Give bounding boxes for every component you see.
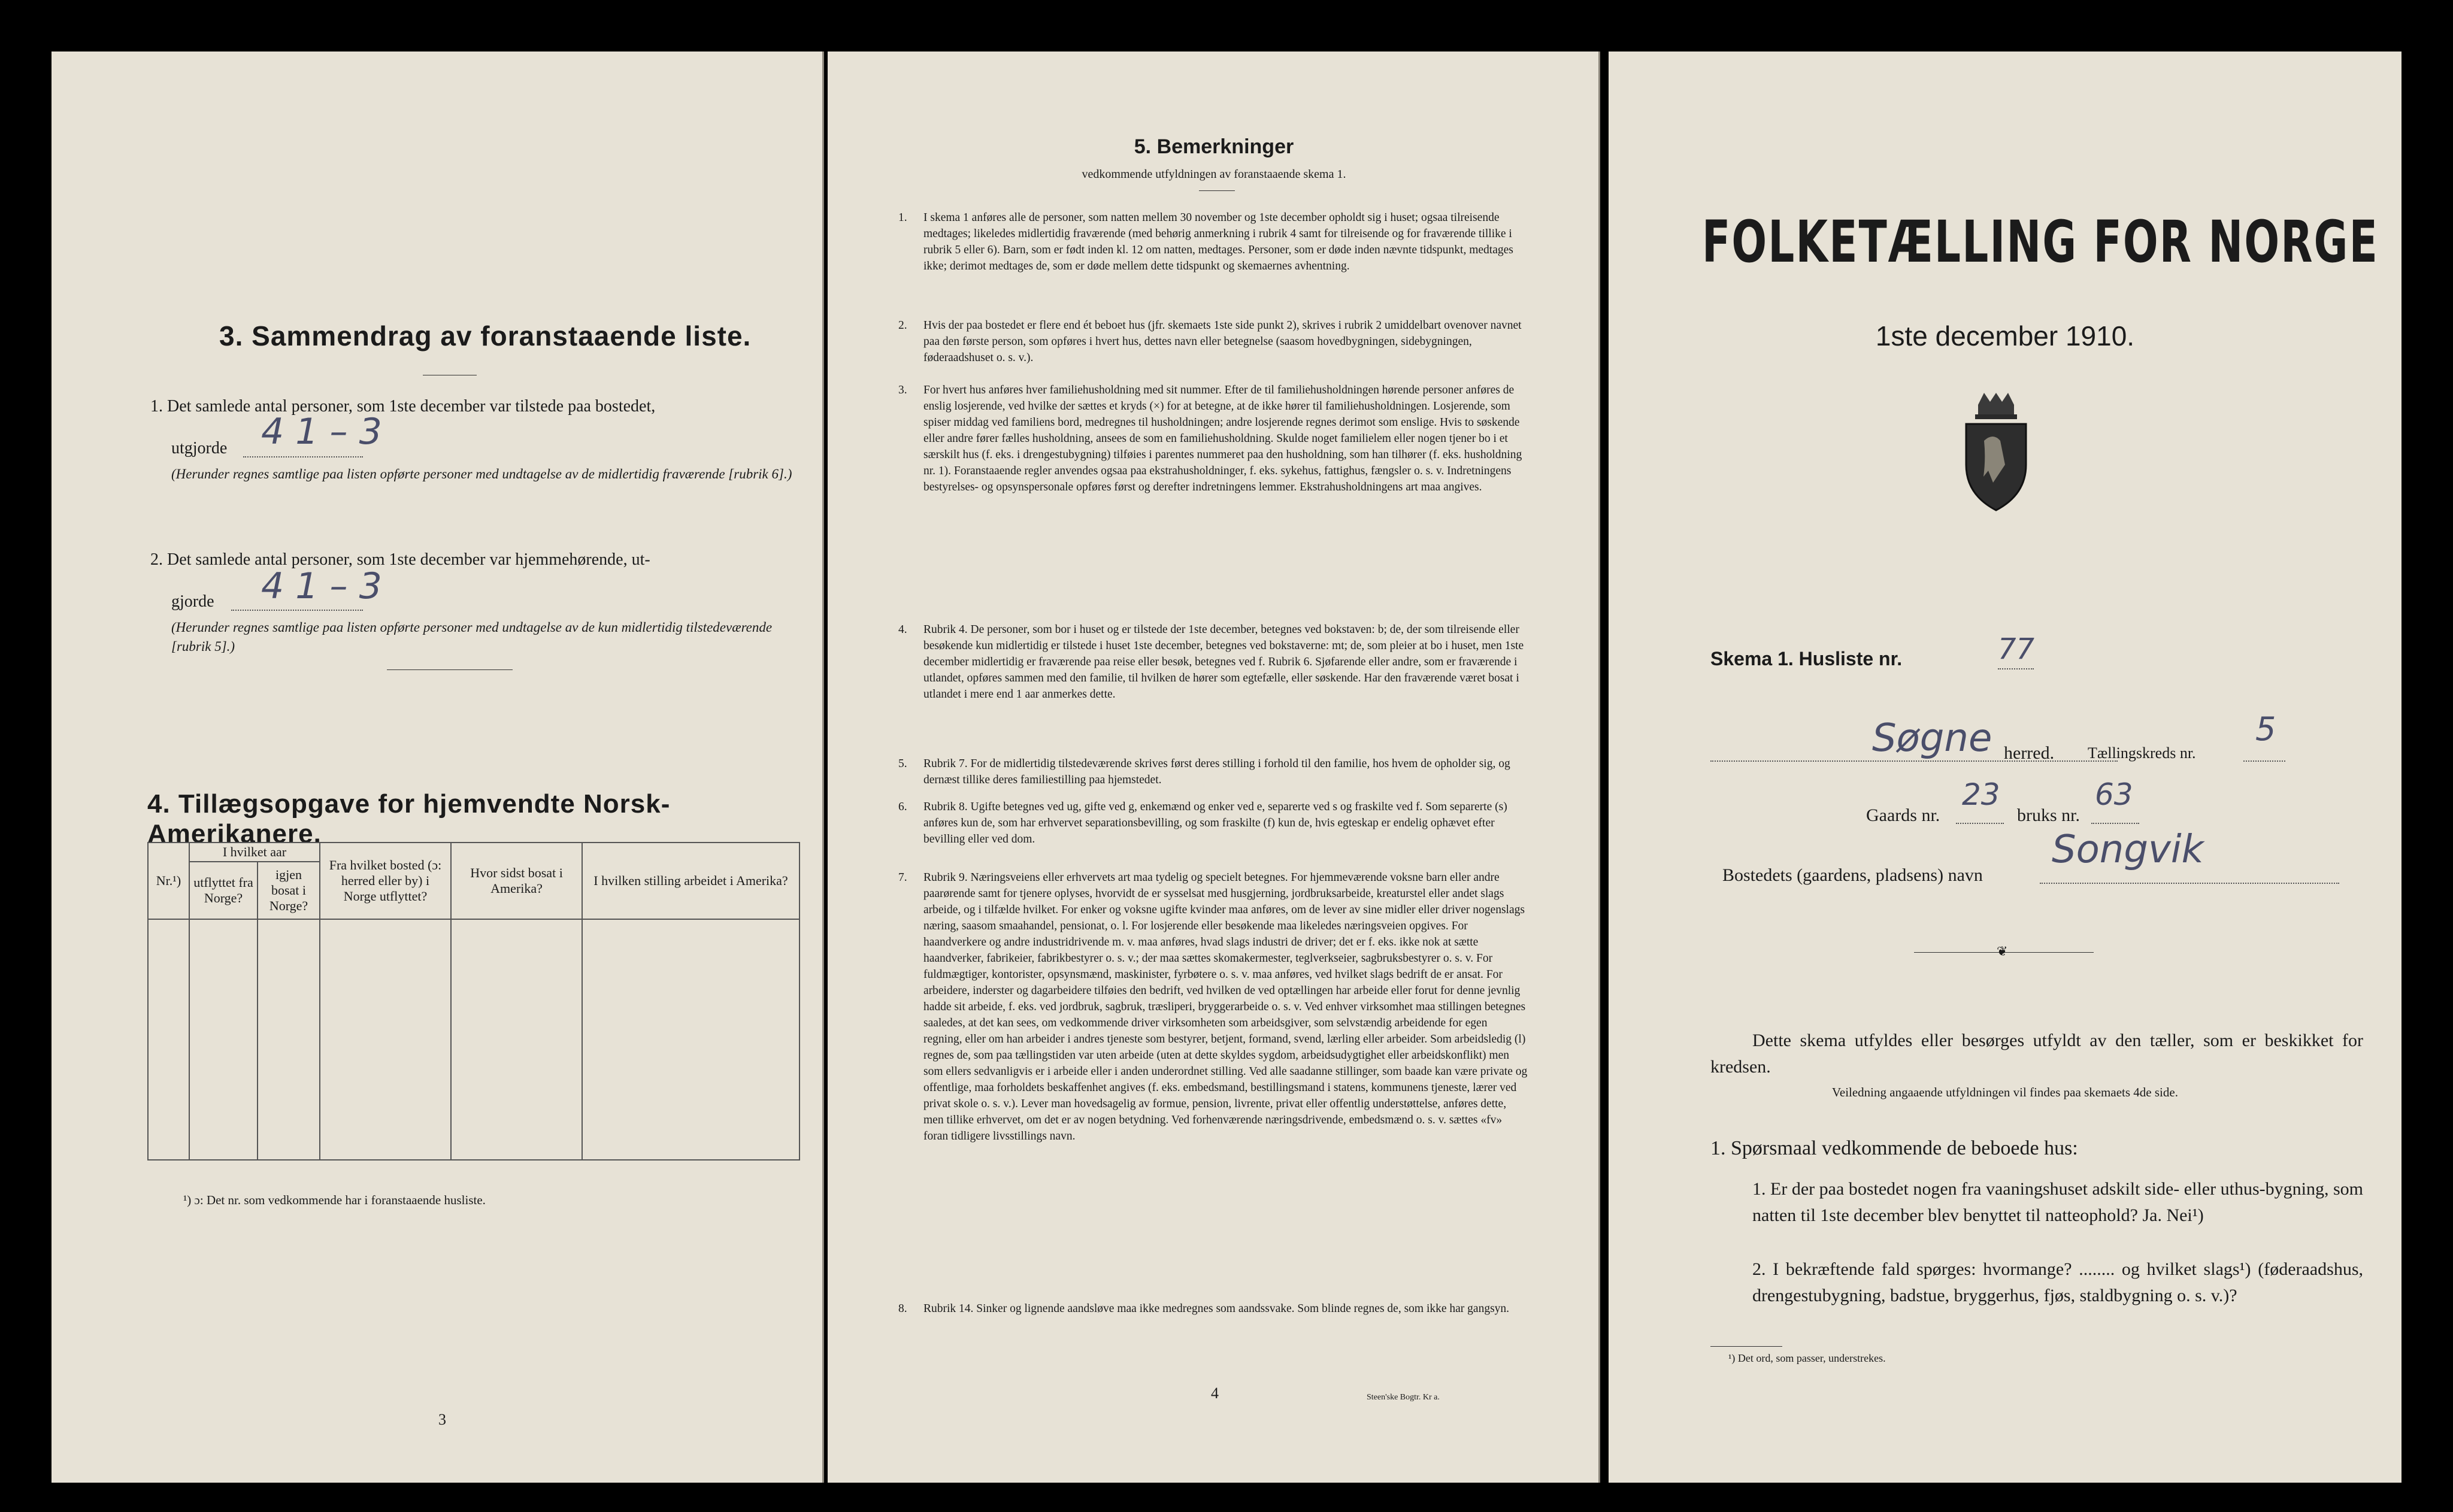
kreds-line [2243, 760, 2285, 762]
census-date: 1ste december 1910. [1875, 320, 2135, 352]
item2-handwritten-value: 4 1 – 3 [261, 565, 382, 607]
question-1: 1. Er der paa bostedet nogen fra vaaningshuset adskilt side- eller uthus-bygning, som natten til 1ste december blev benyttet til natteophold? Ja. Nei¹) [1752, 1179, 2363, 1225]
question-2: 2. I bekræftende fald spørges: hvormange? ........ og hvilket slags¹) (føderaadshus, drengestubygning, badstue, bryggerhus, fjøs, staldbygning o. s. v.)? [1752, 1259, 2363, 1305]
section4-title: 4. Tillægsopgave for hjemvendte Norsk-Amerikanere. [147, 789, 671, 849]
bosted-value: Songvik [2052, 828, 2204, 872]
col-igjen-bosat: igjen bosat i Norge? [258, 862, 320, 919]
page-number: 4 [1211, 1384, 1219, 1402]
husliste-number: 77 [1998, 632, 2035, 666]
item2-line [231, 610, 363, 611]
questions-title: 1. Spørsmaal vedkommende de beboede hus: [1710, 1137, 2078, 1159]
table-row [148, 1016, 800, 1063]
remark-item: 4. Rubrik 4. De personer, som bor i huset og er tilstede der 1ste december, betegnes ved bokstaven: b; de, der som tilreisende eller besøkende kun midlertidig er tilstede i huset 1ste december, betegnes ved bokstaverne: mt; de, som pleier at bo i huset, men 1ste december midlertidig er fraværende paa reise eller besøk, betegnes ved f. Rubrik 6. Sjøfarende eller andre, som er fraværende i utlandet, opføres sammen med den familie, til hvilken de hører som egtefælle, eller søskende. Har den fraværende været bosat i utlandet i mere end 1 aar anmerkes dette. [898, 623, 1524, 701]
remark-item: 2. Hvis der paa bostedet er flere end ét beboet hus (jfr. skemaets 1ste side punkt 2), skrives i rubrik 2 umiddelbart ovenover navnet paa den første person, som opføres i hvert hus, dettes navn eller betegnelse (saasom hovedbygningen, sidebygningen, føderaadshuset o. s. v.). [898, 319, 1522, 364]
remark-item: 5. Rubrik 7. For de midlertidig tilstedeværende skrives først deres stilling i forhold til den familie, hos hvem de opholder sig, og dernæst tillike deres familiestilling paa hjemstedet. [898, 757, 1510, 786]
item1-note: (Herunder regnes samtlige paa listen opførte personer med undtagelse av de midlertidig fraværende [rubrik 6].) [171, 466, 792, 481]
col-utflyttet: utflyttet fra Norge? [189, 862, 258, 919]
item2-text: 2. Det samlede antal personer, som 1ste december var hjemmehørende, ut- [150, 550, 650, 569]
gaards-line [1956, 823, 2004, 824]
table-row [148, 1063, 800, 1111]
col-nr: Nr.¹) [148, 843, 189, 919]
divider [387, 669, 513, 670]
bosted-line [2040, 883, 2339, 884]
norsk-amerikanere-table [147, 842, 800, 1160]
herred-line [1710, 760, 2118, 762]
remark-item: 1. I skema 1 anføres alle de personer, som natten mellem 30 november og 1ste december opholdt sig i huset; ogsaa tilreisende medtages; likeledes midlertidig fraværende (med behørig anmerkning i rubrik 4 samt for tilreisende og for fraværende tillike i rubrik 5 eller 6). Barn, som er født inden kl. 12 om natten, medtages. Personer, som er døde inden nævnte tidspunkt, medtages ikke; derimot medtages de, som er døde mellem dette tidspunkt og skemaernes avhentning. [898, 211, 1513, 272]
gaards-label: Gaards nr. [1866, 805, 1940, 825]
section3-title: 3. Sammendrag av foranstaaende liste. [219, 320, 752, 352]
remark-item: 6. Rubrik 8. Ugifte betegnes ved ug, gifte ved g, enkemænd og enker ved e, separerte ved s og fraskilte ved f. Som separerte (s) anføres kun de, som har erhvervet separationsbevilling, og som fraskilte (f) kun de, hvis egteskap er endelig ophævet efter bevilling eller ved dom. [898, 801, 1507, 846]
kreds-label: Tællingskreds nr. [2088, 744, 2196, 762]
bruks-line [2091, 823, 2139, 824]
herred-value: Søgne [1872, 716, 1992, 760]
printer-mark: Steen'ske Bogtr. Kr a. [1367, 1393, 1440, 1402]
ornament-icon: ❦ [1997, 944, 2008, 959]
kreds-value: 5 [2255, 710, 2276, 748]
col-stilling: I hvilken stilling arbeidet i Amerika? [582, 843, 800, 919]
table-row [148, 1111, 800, 1160]
bruks-label: bruks nr. [2017, 805, 2080, 825]
col-sidst-bosat: Hvor sidst bosat i Amerika? [451, 843, 582, 919]
item2-note: (Herunder regnes samtlige paa listen opførte personer med undtagelse av de kun midlertidig tilstedeværende [rubrik 5].) [171, 620, 773, 654]
page-right [1609, 51, 2401, 1483]
col-bosted: Fra hvilket bosted (ɔ: herred eller by) i Norge utflyttet? [320, 843, 451, 919]
norwegian-coat-of-arms-icon [1957, 393, 2035, 513]
item1-handwritten-value: 4 1 – 3 [261, 411, 382, 453]
item1-label: utgjorde [171, 439, 228, 457]
page-number: 3 [438, 1411, 446, 1428]
bruks-value: 63 [2095, 777, 2133, 812]
gaards-value: 23 [1962, 777, 2000, 812]
footnote: ¹) Det ord, som passer, understrekes. [1728, 1352, 1886, 1364]
footnote: ¹) ɔ: Det nr. som vedkommende har i foranstaaende husliste. [183, 1193, 486, 1207]
page-middle [828, 51, 1600, 1483]
col-group-year: I hvilket aar [189, 843, 320, 862]
divider [1710, 1346, 1782, 1347]
masthead-title: FOLKETÆLLING FOR NORGE [1702, 208, 2379, 275]
item2-label: gjorde [171, 592, 214, 611]
remark-item: 3. For hvert hus anføres hver familiehusholdning med sit nummer. Efter de til familiehusholdningen hørende personer anføres de enslig losjerende, ved hvilke der sættes et kryds (×) for at betegne, at de ikke hører til familiehusholdningen. Losjerende, som spiser middag ved familiens bord, medregnes til husholdningen; andre losjerende regnes derimot som enslige. Hvis to søskende eller andre fører fælles husholdning, ansees de som en familiehusholdning. Skulde noget familielem eller nogen tjener bo i et særskilt hus (f. eks. i drengestubygning) tilføies i parentes nummeret paa den husholdning, som han tilhører (f. eks. husholdning nr. 1). Foranstaaende regler anvendes ogsaa paa ekstrahusholdninger, f. eks. sykehus, fattighus, fængsler o. s. v. Indretningens bestyrelses- og opsynspersonale opføres først og derefter indretningens lemmer. Ekstrahusholdningens art maa angives. [898, 384, 1522, 493]
remark-item: 8. Rubrik 14. Sinker og lignende aandsløve maa ikke medregnes som aandssvake. Som blinde regnes de, som ikke har gangsyn. [898, 1302, 1510, 1315]
item1-line [243, 456, 363, 457]
page-left [52, 51, 824, 1483]
remark-item: 7. Rubrik 9. Næringsveiens eller erhvervets art maa tydelig og specielt betegnes. For hjemmeværende voksne barn eller andre paarørende samt for tjenere oplyses, hvorvidt de er sysselsat med husgjerning, jordbruksarbeide, kreaturstel eller andet slags arbeide, og i tilfælde hvilket. For enker og voksne ugifte kvinder maa anføres, om de lever av sine midler eller driver nogenslags næring, saasom smaahandel, pensionat, o. l. For losjerende eller besøkende maa likeledes næringsveien opgives. For haandverkere og andre industridrivende m. v. maa anføres, hvad slags industri de driver; det er f. eks. ikke nok at sætte haandverker, fabrikeier, fabrikbestyrer o. s. v.; der maa sættes skomakermester, teglverkseier, sagbruksbestyrer o. s. v. For fuldmægtiger, kontorister, opsynsmænd, maskinister, fyrbøtere o. s. v. maa anføres, ved hvilket slags bedrift de er ansat. For arbeidere, inderster og dagarbeidere tilføies den bedrift, ved hvilken de ved optællingen har arbeide eller forut for denne jevnlig hadde sit arbeide, f. eks. ved jordbruk, sagbruk, træsliperi, bryggerarbeide o. s. v. Ved enhver virksomhet maa stillingen betegnes saaledes, at det kan sees, om vedkommende driver virksomheten som arbeidsgiver, som selvstændig arbeidende for egen regning, eller om han arbeider i andres tjeneste som bestyrer, betjent, formand, svend, lærling eller arbeider. Som arbeidsledig (l) regnes de, som paa tællingstiden var uten arbeide (uten at dette skyldes sygdom, arbeidsudygtighet eller arbeidskonflikt) men som ellers sedvanligvis er i arbeide eller i anden underordnet stilling. Ved alle saadanne stillinger, som baade kan være private og offentlige, maa forholdets beskaffenhet angives (f. eks. embedsmand, bestillingsmand i statens, kommunens tjeneste, lærer ved privat skole o. s. v.). Lever man hovedsagelig av formue, pension, livrente, privat eller offentlig understøttelse, anføres dette, men tillike erhvervet, om det er av nogen betydning. Ved forhenværende næringsdrivende, embedsmænd o. s. v. sættes «fv» foran tidligere livsstillings navn. [898, 871, 1528, 1143]
bosted-label: Bostedets (gaardens, pladsens) navn [1722, 865, 1983, 885]
intro-text: Dette skema utfyldes eller besørges utfyldt av den tæller, som er beskikket for kredsen. [1710, 1031, 2363, 1077]
remarks-title: 5. Bemerkninger [1134, 135, 1294, 158]
skema-label: Skema 1. Husliste nr. [1710, 648, 1903, 669]
intro-small: Veiledning angaaende utfyldningen vil findes paa skemaets 4de side. [1832, 1085, 2178, 1099]
husliste-line [1998, 668, 2034, 669]
item1-text: 1. Det samlede antal personer, som 1ste december var tilstede paa bostedet, [150, 397, 656, 416]
divider [1199, 190, 1235, 191]
table-row [148, 919, 800, 968]
table-row [148, 968, 800, 1016]
remarks-subtitle: vedkommende utfyldningen av foranstaaende skema 1. [1082, 168, 1346, 181]
herred-label: herred. [2004, 743, 2055, 763]
